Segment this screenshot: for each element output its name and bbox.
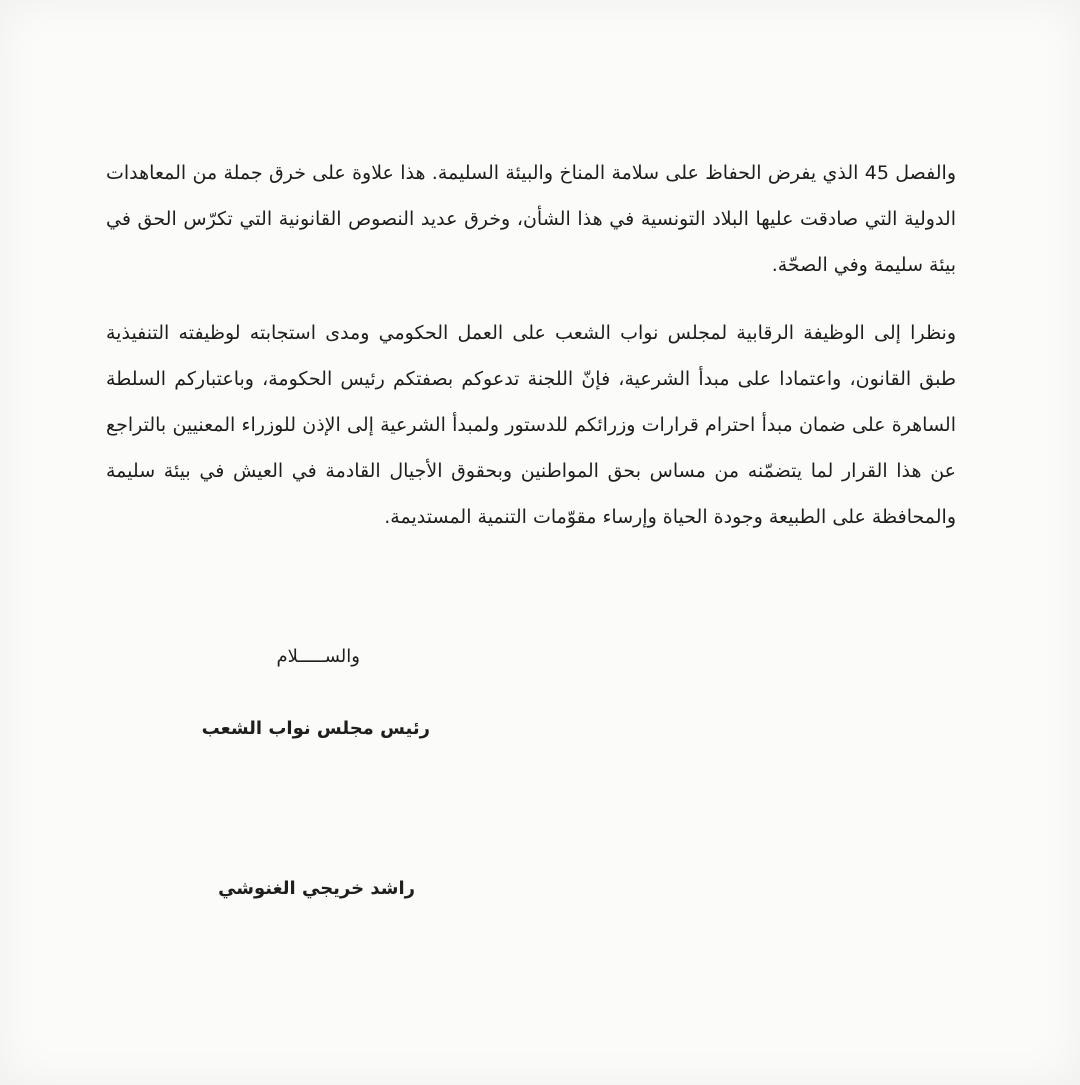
signatory-name: راشد خريجي الغنوشي — [218, 878, 415, 899]
signatory-title: رئيس مجلس نواب الشعب — [201, 718, 430, 739]
paragraph-1: والفصل 45 الذي يفرض الحفاظ على سلامة المناخ والبيئة السليمة. هذا علاوة على خرق جملة من المعاهدات الدولية التي صادقت عليها البلاد التونسية في هذا الشأن، وخرق عديد النصوص القانونية التي تكرّس الحق في بيئة سليمة وفي الصحّة. — [106, 162, 956, 276]
paragraph-2: ونظرا إلى الوظيفة الرقابية لمجلس نواب الشعب على العمل الحكومي ومدى استجابته لوظيفته التنفيذية طبق القانون، واعتمادا على مبدأ الشرعية، فإنّ اللجنة تدعوكم بصفتكم رئيس الحكومة، وباعتباركم السلطة الساهرة على ضمان مبدأ احترام قرارات وزرائكم للدستور ولمبدأ الشرعية إلى الإذن للوزراء المعنيين بالتراجع عن هذا القرار لما يتضمّنه من مساس بحق المواطنين وبحقوق الأجيال القادمة في العيش في بيئة سليمة والمحافظة على الطبيعة وجودة الحياة وإرساء مقوّمات التنمية المستديمة. — [106, 322, 956, 528]
closing-salutation: والســـــلام — [276, 646, 360, 667]
letter-body — [106, 150, 956, 540]
